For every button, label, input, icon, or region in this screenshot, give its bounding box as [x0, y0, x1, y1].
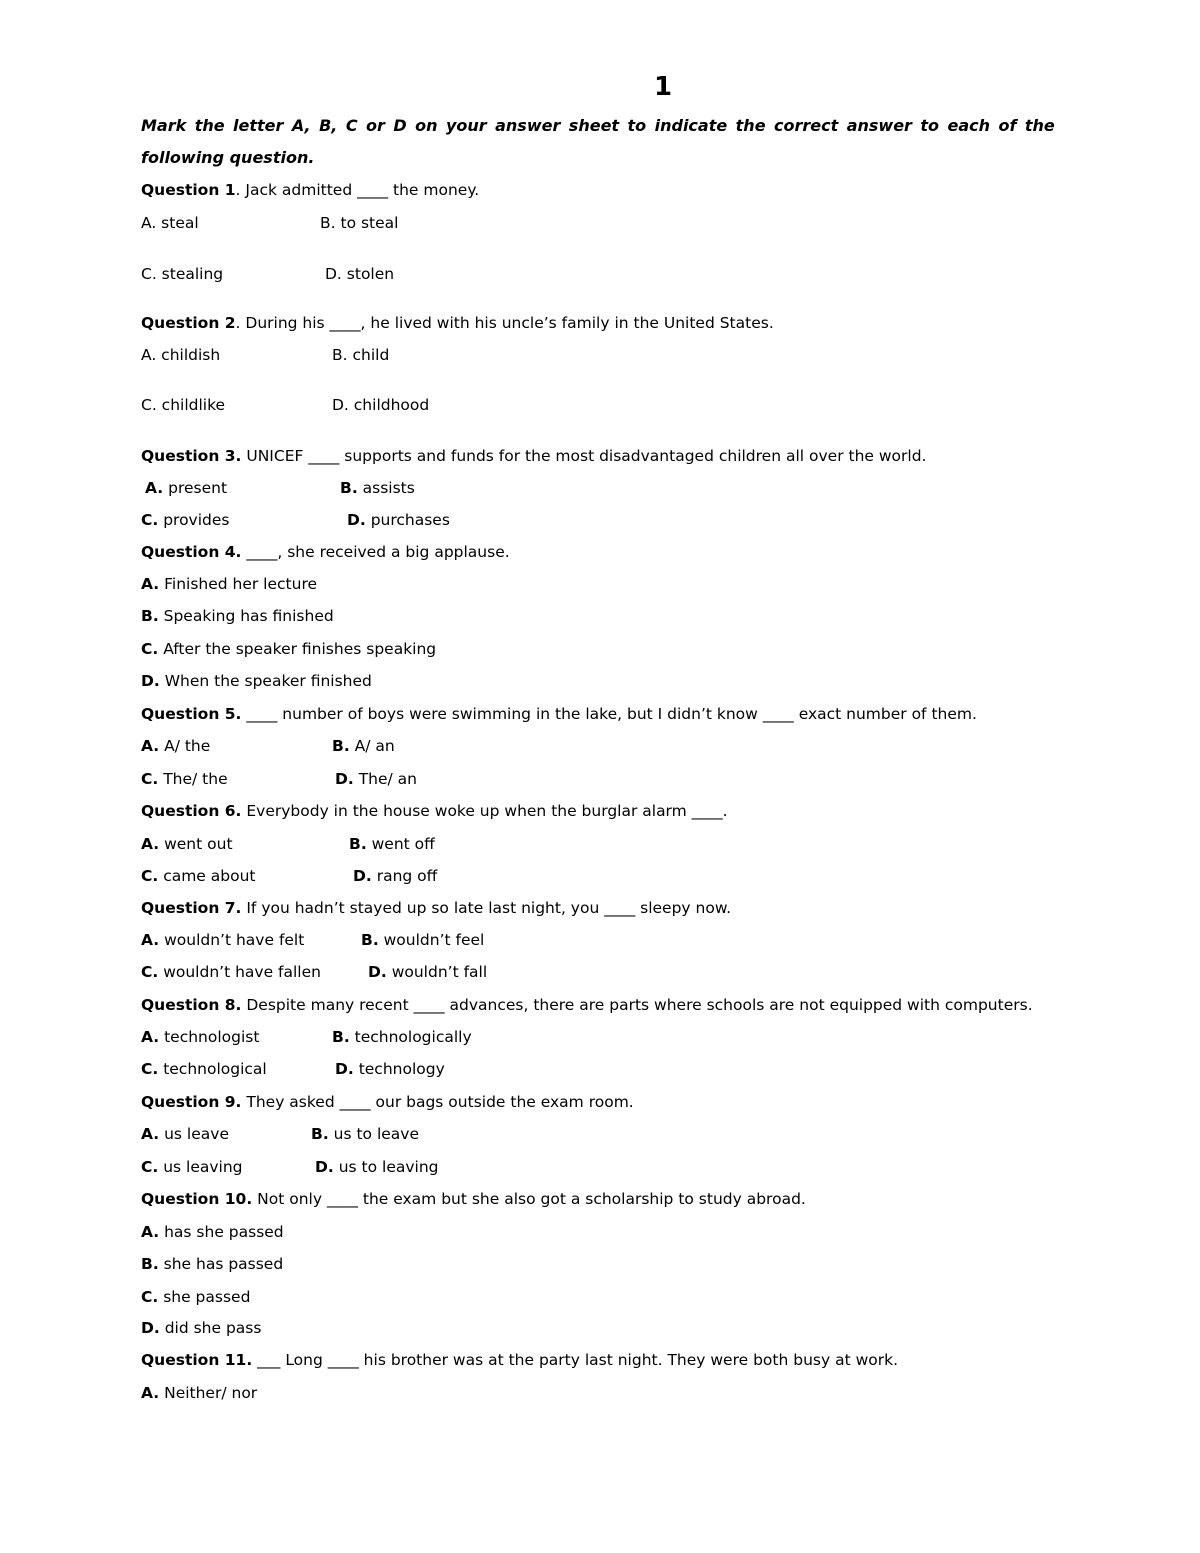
question-stem — [141, 704, 977, 724]
option-text: The/ an — [353, 770, 417, 788]
answer-option — [141, 1222, 284, 1242]
answer-option — [141, 1124, 229, 1144]
answer-option — [141, 1027, 259, 1047]
option-text: rang off — [371, 867, 438, 885]
answer-option — [332, 395, 429, 415]
option-text: Speaking has finished — [158, 607, 334, 625]
question-label: Question 4. — [141, 543, 242, 561]
answer-option — [141, 1287, 250, 1307]
option-text: wouldn’t have fallen — [158, 963, 321, 981]
answer-option — [141, 866, 256, 886]
option-text: A/ an — [349, 737, 395, 755]
instruction-word: of — [998, 116, 1017, 135]
instruction-word: the — [1024, 116, 1055, 135]
option-letter: A. — [141, 1125, 160, 1143]
option-letter: C. — [141, 867, 159, 885]
option-letter: B. — [332, 737, 350, 755]
question-label: Question 7. — [141, 899, 242, 917]
question-stem — [141, 542, 510, 562]
option-text: wouldn’t fall — [386, 963, 488, 981]
option-letter: D. — [315, 1158, 334, 1176]
option-text: Neither/ nor — [159, 1384, 258, 1402]
answer-option — [347, 510, 450, 530]
question-stem — [141, 446, 926, 466]
answer-option — [141, 671, 372, 691]
answer-option — [141, 510, 229, 530]
option-text: provides — [158, 511, 230, 529]
question-text: ____ number of boys were swimming in the lake, but I didn’t know ____ exact number of them. — [241, 705, 977, 723]
option-text: she has passed — [158, 1255, 284, 1273]
option-letter: A. — [141, 1028, 160, 1046]
page-number: 1 — [654, 72, 673, 102]
option-letter: D. — [335, 1060, 354, 1078]
answer-option — [145, 478, 227, 498]
question-text: If you hadn’t stayed up so late last night, you ____ sleepy now. — [241, 899, 732, 917]
instruction-word: answer — [846, 116, 912, 135]
option-text: assists — [357, 479, 415, 497]
instruction-word: D — [393, 116, 407, 135]
option-letter: A. — [141, 835, 160, 853]
answer-option — [141, 1157, 243, 1177]
question-text: ___ Long ____ his brother was at the party last night. They were both busy at work. — [252, 1351, 899, 1369]
answer-option — [141, 834, 233, 854]
question-label: Question 1 — [141, 181, 236, 199]
option-text: After the speaker finishes speaking — [158, 640, 437, 658]
option-text: C. stealing — [141, 265, 224, 283]
question-stem — [141, 1189, 806, 1209]
option-text: B. child — [332, 346, 390, 364]
option-text: C. childlike — [141, 396, 226, 414]
question-label: Question 11. — [141, 1351, 253, 1369]
option-letter: C. — [141, 963, 159, 981]
option-text: us leaving — [158, 1158, 243, 1176]
option-letter: D. — [335, 770, 354, 788]
instruction-word: on — [415, 116, 438, 135]
option-letter: C. — [141, 770, 159, 788]
option-text: wouldn’t feel — [378, 931, 485, 949]
answer-option — [332, 1027, 472, 1047]
option-text: When the speaker finished — [159, 672, 372, 690]
question-text: Not only ____ the exam but she also got a scholarship to study abroad. — [252, 1190, 806, 1208]
instruction-word: indicate — [654, 116, 728, 135]
option-text: present — [163, 479, 228, 497]
option-text: has she passed — [159, 1223, 284, 1241]
option-text: Finished her lecture — [159, 575, 318, 593]
answer-option — [141, 930, 304, 950]
answer-option — [320, 213, 398, 233]
answer-option — [335, 1059, 445, 1079]
instruction-line-1 — [141, 116, 1055, 135]
answer-option — [141, 345, 220, 365]
answer-option — [141, 264, 223, 284]
answer-option — [361, 930, 484, 950]
question-text: . Jack admitted ____ the money. — [235, 181, 480, 199]
question-text: Despite many recent ____ advances, there are parts where schools are not equipped with computers. — [241, 996, 1033, 1014]
option-letter: B. — [340, 479, 358, 497]
option-text: technologist — [159, 1028, 260, 1046]
option-letter: C. — [141, 1158, 159, 1176]
option-letter: D. — [353, 867, 372, 885]
answer-option — [141, 962, 321, 982]
option-letter: B. — [141, 607, 159, 625]
answer-option — [141, 574, 317, 594]
question-stem — [141, 898, 731, 918]
option-letter: D. — [368, 963, 387, 981]
instruction-word: Mark — [141, 116, 187, 135]
option-text: B. to steal — [320, 214, 399, 232]
option-text: technology — [353, 1060, 445, 1078]
instruction-word: letter — [233, 116, 284, 135]
question-text: ____, she received a big applause. — [241, 543, 510, 561]
question-text: They asked ____ our bags outside the exam room. — [241, 1093, 634, 1111]
option-text: she passed — [158, 1288, 251, 1306]
answer-option — [141, 1254, 283, 1274]
answer-option — [141, 1383, 257, 1403]
option-letter: C. — [141, 1060, 159, 1078]
answer-option — [368, 962, 487, 982]
option-letter: A. — [141, 737, 160, 755]
option-letter: B. — [311, 1125, 329, 1143]
question-stem — [141, 1350, 898, 1370]
question-text: Everybody in the house woke up when the burglar alarm ____. — [241, 802, 728, 820]
answer-option — [353, 866, 437, 886]
answer-option — [141, 1059, 267, 1079]
option-letter: B. — [349, 835, 367, 853]
instruction-word: A, — [291, 116, 311, 135]
option-text: wouldn’t have felt — [159, 931, 305, 949]
instruction-word: to — [920, 116, 940, 135]
answer-option — [335, 769, 417, 789]
option-letter: A. — [145, 479, 164, 497]
answer-option — [141, 769, 228, 789]
instruction-word: C — [345, 116, 358, 135]
option-letter: C. — [141, 1288, 159, 1306]
answer-option — [141, 736, 210, 756]
option-text: technological — [158, 1060, 267, 1078]
instruction-word: sheet — [568, 116, 620, 135]
option-text: D. stolen — [325, 265, 395, 283]
option-text: did she pass — [159, 1319, 262, 1337]
option-letter: A. — [141, 931, 160, 949]
answer-option — [325, 264, 394, 284]
option-text: A. steal — [141, 214, 199, 232]
answer-option — [332, 736, 395, 756]
answer-option — [141, 639, 436, 659]
answer-option — [340, 478, 415, 498]
option-letter: D. — [347, 511, 366, 529]
instruction-word: to — [627, 116, 647, 135]
question-label: Question 6. — [141, 802, 242, 820]
instruction-word: or — [366, 116, 385, 135]
question-label: Question 9. — [141, 1093, 242, 1111]
answer-option — [315, 1157, 439, 1177]
option-letter: B. — [141, 1255, 159, 1273]
question-stem — [141, 1092, 634, 1112]
option-text: us to leaving — [333, 1158, 439, 1176]
question-stem — [141, 801, 728, 821]
answer-option — [141, 1318, 261, 1338]
instruction-word: the — [194, 116, 225, 135]
question-label: Question 10. — [141, 1190, 253, 1208]
option-letter: B. — [361, 931, 379, 949]
option-text: purchases — [365, 511, 450, 529]
option-letter: C. — [141, 511, 159, 529]
option-text: A/ the — [159, 737, 211, 755]
option-text: went off — [366, 835, 435, 853]
option-letter: B. — [332, 1028, 350, 1046]
instruction-word: each — [947, 116, 991, 135]
instruction-word: B, — [319, 116, 338, 135]
answer-option — [141, 395, 225, 415]
option-text: technologically — [349, 1028, 472, 1046]
instruction-word: correct — [774, 116, 839, 135]
instruction-word: answer — [495, 116, 561, 135]
option-text: came about — [158, 867, 256, 885]
answer-option — [141, 213, 199, 233]
question-label: Question 2 — [141, 314, 236, 332]
option-letter: C. — [141, 640, 159, 658]
answer-option — [311, 1124, 419, 1144]
answer-option — [332, 345, 389, 365]
question-text: . During his ____, he lived with his uncle’s family in the United States. — [235, 314, 774, 332]
question-stem — [141, 313, 774, 333]
answer-option — [349, 834, 435, 854]
option-letter: D. — [141, 672, 160, 690]
option-text: us leave — [159, 1125, 229, 1143]
question-stem — [141, 180, 479, 200]
option-text: D. childhood — [332, 396, 430, 414]
question-label: Question 5. — [141, 705, 242, 723]
option-text: us to leave — [328, 1125, 419, 1143]
option-letter: D. — [141, 1319, 160, 1337]
option-text: went out — [159, 835, 233, 853]
instruction-word: the — [735, 116, 766, 135]
option-letter: A. — [141, 1223, 160, 1241]
answer-option — [141, 606, 334, 626]
question-label: Question 8. — [141, 996, 242, 1014]
question-text: UNICEF ____ supports and funds for the most disadvantaged children all over the world. — [241, 447, 927, 465]
instruction-line-2: following question. — [141, 148, 315, 167]
option-letter: A. — [141, 1384, 160, 1402]
option-text: A. childish — [141, 346, 221, 364]
question-label: Question 3. — [141, 447, 242, 465]
option-text: The/ the — [158, 770, 228, 788]
question-stem — [141, 995, 1033, 1015]
instruction-word: your — [445, 116, 487, 135]
option-letter: A. — [141, 575, 160, 593]
